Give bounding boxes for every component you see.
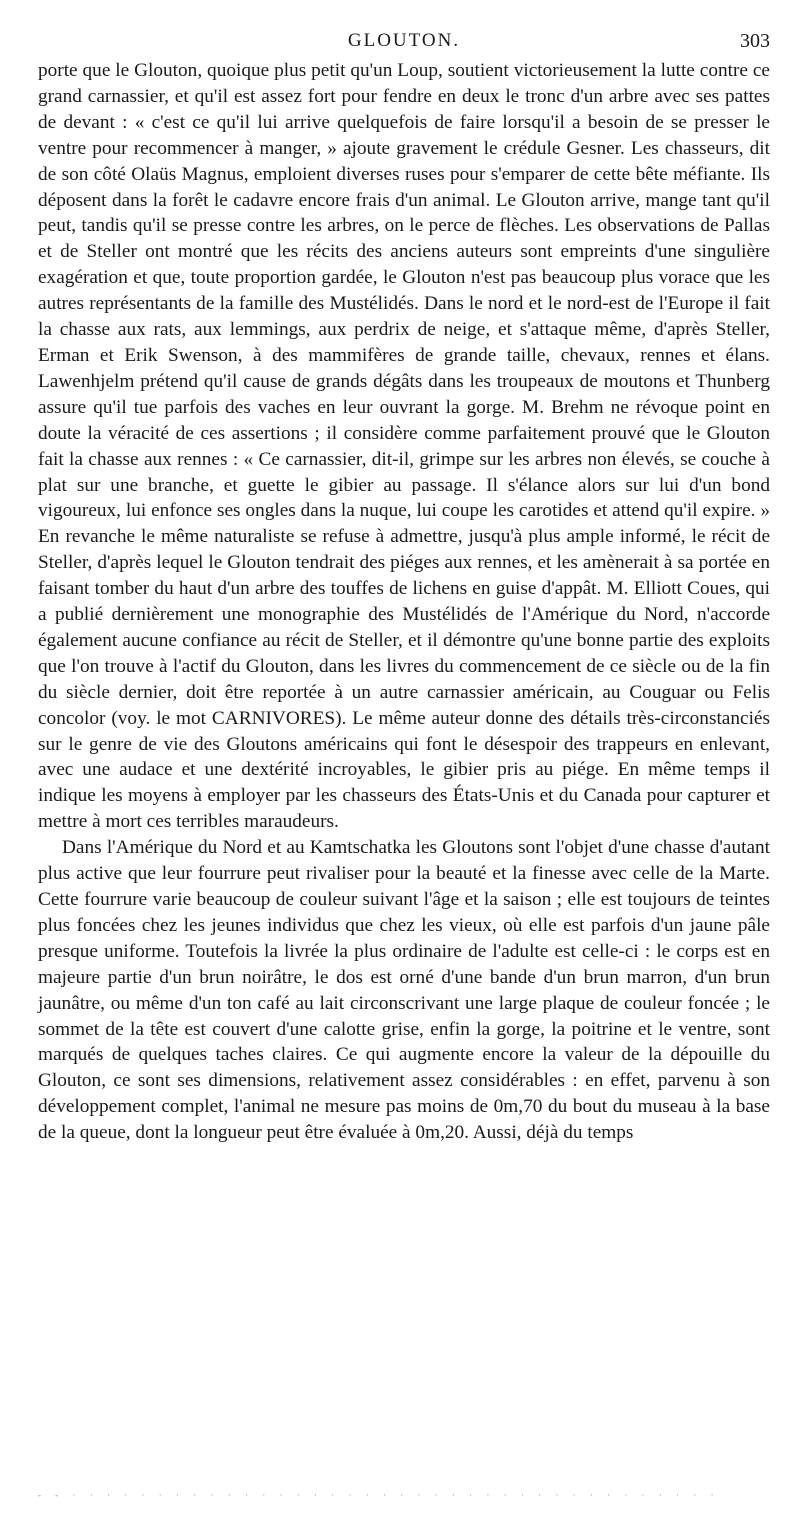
paragraph: Dans l'Amérique du Nord et au Kamtschatka les Gloutons sont l'objet d'une chasse d'autant plus active que leur fourrure peut rivaliser pour la beauté et la finesse avec celle de la Marte. Cette fourrure varie beaucoup de couleur suivant l'âge et la saison ; elle est toujours de teintes plus foncées chez les jeunes individus que chez les vieux, où elle est parfois d'un jaune pâle presque uniforme. Toutefois la livrée la plus ordinaire de l'adulte est celle-ci : le corps est en majeure partie d'un brun noirâtre, le dos est orné d'une bande d'un brun marron, d'un brun jaunâtre, ou même d'un ton café au lait circonscrivant une large plaque de couleur foncée ; le sommet de la tête est couvert d'une calotte grise, enfin la gorge, la poitrine et le ventre, sont marqués de quelques taches claires. Ce qui augmente encore la valeur de la dépouille du Glouton, ce sont ses dimensions, relativement assez considérables : en effet, parvenu à son développement complet, l'animal ne mesure pas moins de 0m,70 du bout du museau à la base de la queue, dont la longueur peut être évaluée à 0m,20. Aussi, déjà du temps [38,837,770,1144]
body-text [38,58,770,1146]
page-number: 303 [740,30,770,52]
bottom-scan-artifact: - - · · · · · · · · · · · · · · · · · · · · · · · · · · · · · · · · · · · · · · [38,1490,720,1500]
document-page [38,30,770,1146]
running-head: GLOUTON. [347,30,461,51]
page-header [38,30,770,58]
paragraph: porte que le Glouton, quoique plus petit qu'un Loup, soutient victorieusement la lutte contre ce grand carnassier, et qu'il est assez fort pour fendre en deux le tronc d'un arbre avec ses pattes de devant : « c'est ce qu'il lui arrive quelquefois de faire lorsqu'il a besoin de se presser le ventre pour recommencer à manger, » ajoute gravement le crédule Gesner. Les chasseurs, dit de son côté Olaüs Magnus, emploient diverses ruses pour s'emparer de cette bête méfiante. Ils déposent dans la forêt le cadavre encore frais d'un animal. Le Glouton arrive, mange tant qu'il peut, tandis qu'il se presse contre les arbres, on le perce de flèches. Les observations de Pallas et de Steller ont montré que les récits des anciens auteurs sont empreints d'une singulière exagération et que, toute proportion gardée, le Glouton n'est pas beaucoup plus vorace que les autres représentants de la famille des Mustélidés. Dans le nord et le nord-est de l'Europe il fait la chasse aux rats, aux lemmings, aux perdrix de neige, et s'attaque même, d'après Steller, Erman et Erik Swenson, à des mammifères de grande taille, chevaux, rennes et élans. Lawenhjelm prétend qu'il cause de grands dégâts dans les troupeaux de moutons et Thunberg assure qu'il tue parfois des vaches en leur ouvrant la gorge. M. Brehm ne révoque point en doute la véracité de ces assertions ; il considère comme parfaitement prouvé que le Glouton fait la chasse aux rennes : « Ce carnassier, dit-il, grimpe sur les arbres non élevés, se couche à plat sur une branche, et guette le gibier au passage. Il s'élance alors sur lui d'un bond vigoureux, lui enfonce ses ongles dans la nuque, lui coupe les carotides et attend qu'il expire. » En revanche le même naturaliste se refuse à admettre, jusqu'à plus ample informé, le récit de Steller, d'après lequel le Glouton tendrait des piéges aux rennes, et les amènerait à sa portée en faisant tomber du haut d'un arbre des touffes de lichens en guise d'appât. M. Elliott Coues, qui a publié dernièrement une monographie des Mustélidés de l'Amérique du Nord, n'accorde également aucune confiance au récit de Steller, et il démontre qu'une bonne partie des exploits que l'on trouve à l'actif du Glouton, dans les livres du commencement de ce siècle ou de la fin du siècle dernier, doit être reportée à un autre carnassier américain, au Couguar ou Felis concolor (voy. le mot CARNIVORES). Le même auteur donne des détails très-circonstanciés sur le genre de vie des Gloutons américains qui font le désespoir des trappeurs en enlevant, avec une audace et une dextérité incroyables, le gibier pris au piége. En même temps il indique les moyens à employer par les chasseurs des États-Unis et du Canada pour capturer et mettre à mort ces terribles maraudeurs. [38,60,770,833]
